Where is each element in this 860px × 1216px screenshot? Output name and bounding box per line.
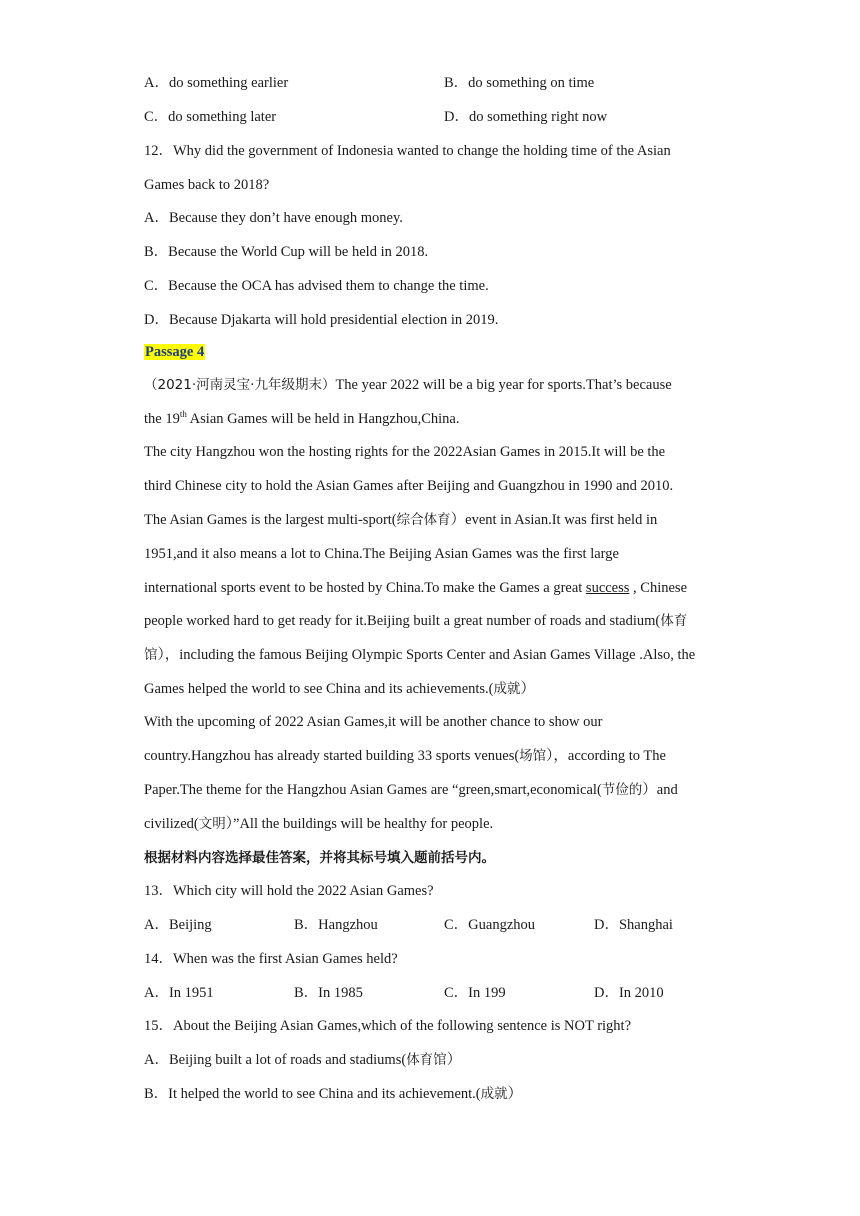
q14-option-a: A．In 1951 bbox=[144, 985, 214, 1001]
q15-option-a-close: ） bbox=[446, 1052, 462, 1068]
q14-stem: 14．When was the first Asian Games held? bbox=[144, 951, 398, 967]
p1-line6-cjk: 体育 bbox=[660, 613, 688, 629]
p2-line2 bbox=[144, 746, 666, 766]
passage-intro-line1 bbox=[144, 375, 672, 395]
intro-line2-part-a: the 19 bbox=[144, 411, 180, 427]
p2-line3-b: ）and bbox=[642, 782, 678, 798]
underlined-word-success: success bbox=[585, 580, 630, 596]
p1-line8-b: ） bbox=[520, 681, 536, 697]
passage-source: （2021·河南灵宝·九年级期末） bbox=[144, 377, 336, 393]
p2-line3-a: Paper.The theme for the Hangzhou Asian Games are “green,smart,economical( bbox=[144, 782, 602, 798]
p1-line7-b: ），including the famous Beijing Olympic Sports Center and Asian Games Village .Also, the bbox=[157, 647, 696, 663]
q12-option-a: A．Because they don’t have enough money. bbox=[144, 210, 403, 226]
p1-line5-b: , Chinese bbox=[629, 580, 688, 596]
q12-stem-line2: Games back to 2018? bbox=[144, 177, 270, 193]
p1-line8-cjk: 成就 bbox=[493, 681, 521, 697]
instruction-text: 根据材料内容选择最佳答案，并将其标号填入题前括号内。 bbox=[144, 850, 495, 866]
p2-line4-b: ）”All the buildings will be healthy for people. bbox=[225, 816, 494, 832]
q11-option-d: D．do something right now bbox=[444, 109, 608, 125]
p1-line5-a: international sports event to be hosted by China.To make the Games a great bbox=[144, 580, 586, 596]
intro-line2-sup: th bbox=[179, 409, 187, 419]
q13-option-a: A．Beijing bbox=[144, 917, 212, 933]
p1-line3-b: ）event in Asian.It was first held in bbox=[450, 512, 658, 528]
passage-intro-line2 bbox=[144, 409, 460, 429]
q15-option-b bbox=[144, 1084, 522, 1104]
q13-stem: 13．Which city will hold the 2022 Asian Games? bbox=[144, 883, 434, 899]
p1-line1: The city Hangzhou won the hosting rights for the 2022Asian Games in 2015.It will be the bbox=[144, 444, 666, 460]
p1-line8 bbox=[144, 679, 535, 699]
q12-stem-line1: 12．Why did the government of Indonesia wanted to change the holding time of the Asian bbox=[144, 143, 671, 159]
p2-line3 bbox=[144, 780, 678, 800]
q15-stem: 15．About the Beijing Asian Games,which of the following sentence is NOT right? bbox=[144, 1018, 632, 1034]
passage-heading bbox=[144, 342, 205, 362]
q13-option-b: B．Hangzhou bbox=[294, 917, 378, 933]
intro-line2-part-b: Asian Games will be held in Hangzhou,China. bbox=[186, 411, 460, 427]
p1-line6 bbox=[144, 611, 687, 631]
q15-option-b-cjk: 成就 bbox=[480, 1086, 508, 1102]
q14-option-c: C．In 199 bbox=[444, 985, 506, 1001]
q12-option-c: C．Because the OCA has advised them to change the time. bbox=[144, 278, 489, 294]
p1-line7 bbox=[144, 645, 695, 665]
p2-line4-cjk: 文明 bbox=[198, 816, 226, 832]
q11-option-a: A．do something earlier bbox=[144, 75, 289, 91]
p1-line6-a: people worked hard to get ready for it.Beijing built a great number of roads and stadium( bbox=[144, 613, 661, 629]
passage-heading-label: Passage 4 bbox=[145, 344, 205, 360]
q14-option-b: B．In 1985 bbox=[294, 985, 363, 1001]
q15-option-b-close: ） bbox=[507, 1086, 523, 1102]
p1-line2: third Chinese city to hold the Asian Games after Beijing and Guangzhou in 1990 and 2010. bbox=[144, 478, 674, 494]
q15-option-b-text: B．It helped the world to see China and its achievement.( bbox=[144, 1086, 481, 1102]
p1-line3-cjk: 综合体育 bbox=[396, 512, 451, 528]
p1-line7-cjk: 馆 bbox=[144, 647, 158, 663]
q15-option-a bbox=[144, 1050, 461, 1070]
p2-line4 bbox=[144, 814, 493, 834]
q14-option-d: D．In 2010 bbox=[594, 985, 664, 1001]
q12-option-d: D．Because Djakarta will hold presidential election in 2019. bbox=[144, 312, 499, 328]
q12-option-b: B．Because the World Cup will be held in 2018. bbox=[144, 244, 429, 260]
p2-line4-a: civilized( bbox=[144, 816, 199, 832]
p2-line2-a: country.Hangzhou has already started building 33 sports venues( bbox=[144, 748, 520, 764]
q13-option-d: D．Shanghai bbox=[594, 917, 673, 933]
p2-line3-cjk: 节俭的 bbox=[601, 782, 643, 798]
q15-option-a-cjk: 体育馆 bbox=[406, 1052, 447, 1068]
p1-line4: 1951,and it also means a lot to China.The Beijing Asian Games was the first large bbox=[144, 546, 619, 562]
q11-option-b: B．do something on time bbox=[444, 75, 595, 91]
q11-option-c: C．do something later bbox=[144, 109, 277, 125]
p1-line3 bbox=[144, 510, 657, 530]
passage-intro-text1: The year 2022 will be a big year for sports.That’s because bbox=[335, 377, 672, 393]
p2-line1: With the upcoming of 2022 Asian Games,it will be another chance to show our bbox=[144, 714, 603, 730]
q15-option-a-text: A．Beijing built a lot of roads and stadiums( bbox=[144, 1052, 407, 1068]
p2-line2-b: ），according to The bbox=[546, 748, 666, 764]
p1-line5 bbox=[144, 578, 687, 598]
p1-line3-a: The Asian Games is the largest multi-sport( bbox=[144, 512, 397, 528]
p1-line8-a: Games helped the world to see China and its achievements.( bbox=[144, 681, 494, 697]
q13-option-c: C．Guangzhou bbox=[444, 917, 536, 933]
p2-line2-cjk: 场馆 bbox=[519, 748, 547, 764]
